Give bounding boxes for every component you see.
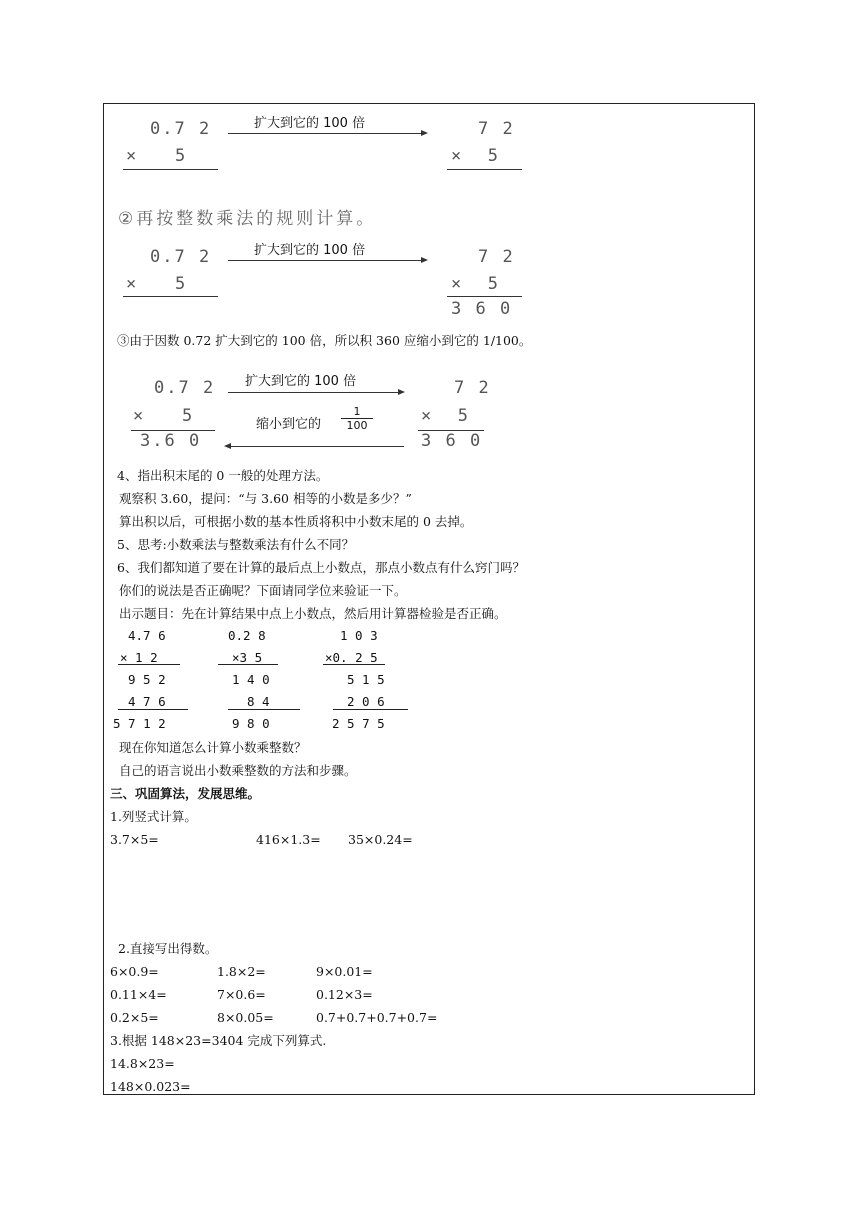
fig2-right-top: 7 2 <box>478 247 515 267</box>
q3-item: 148×0.023= <box>110 1079 191 1094</box>
fig3-left-top: 0.7 2 <box>154 378 216 398</box>
calc3-row: 1 0 3 <box>340 628 378 643</box>
q2-item: 0.7+0.7+0.7+0.7= <box>316 1010 438 1025</box>
fig1-right-line <box>447 169 522 170</box>
fig3-arrow-right-icon <box>228 392 403 393</box>
q2-item: 9×0.01= <box>316 964 373 979</box>
fig2-left-bottom: × 5 <box>126 274 188 294</box>
line-4: 4、指出积末尾的 0 一般的处理方法。 <box>117 468 329 483</box>
calc2-line <box>218 664 278 665</box>
q3-title: 3.根据 148×23=3404 完成下列算式. <box>110 1033 327 1048</box>
calc2-line <box>228 709 300 710</box>
calc3-row: ×0. 2 5 <box>325 650 378 665</box>
fig1-arrow-label: 扩大到它的 100 倍 <box>254 116 366 131</box>
calc1-line <box>118 709 188 710</box>
calc3-row: 2 5 7 5 <box>332 716 385 731</box>
line-6: 6、我们都知道了要在计算的最后点上小数点，那点小数点有什么窍门吗？ <box>117 560 525 575</box>
line-rule: 算出积以后，可根据小数的基本性质将积中小数末尾的 0 去掉。 <box>119 514 473 529</box>
line-5: 5、思考:小数乘法与整数乘法有什么不同？ <box>117 537 355 552</box>
calc1-line <box>118 664 180 665</box>
fig2-arrow-right-icon <box>228 260 426 261</box>
fig2-left-top: 0.7 2 <box>150 247 212 267</box>
fig3-left-bottom: × 5 <box>133 406 195 426</box>
calc2-row: 1 4 0 <box>232 672 270 687</box>
calc2-row: 9 8 0 <box>232 716 270 731</box>
step2-heading: ②再按整数乘法的规则计算。 <box>118 209 377 229</box>
fig3-right-top: 7 2 <box>454 378 491 398</box>
line-observe: 观察积 3.60，提问：“与 3.60 相等的小数是多少？” <box>119 491 412 506</box>
calc2-row: 0.2 8 <box>228 628 266 643</box>
fig3-frac-den: 100 <box>346 419 368 432</box>
fig1-right-bottom: × 5 <box>451 146 500 166</box>
calc3-row: 5 1 5 <box>347 672 385 687</box>
fig2-right-line <box>447 296 522 297</box>
fig3-right-result: 3 6 0 <box>421 431 483 451</box>
q2-item: 0.2×5= <box>110 1010 159 1025</box>
q2-item: 6×0.9= <box>110 964 159 979</box>
fig3-arrow-top-label: 扩大到它的 100 倍 <box>245 374 357 389</box>
line-task: 出示题目：先在计算结果中点上小数点，然后用计算器检验是否正确。 <box>119 606 507 621</box>
fig2-left-line <box>123 296 218 297</box>
fig3-right-bottom: × 5 <box>421 406 470 426</box>
fig3-left-result: 3.6 0 <box>140 431 202 451</box>
q3-item: 14.8×23= <box>110 1056 175 1071</box>
step3-text: ③由于因数 0.72 扩大到它的 100 倍，所以积 360 应缩小到它的 1/100。 <box>117 333 532 348</box>
calc1-row: 4.7 6 <box>128 628 166 643</box>
calc1-row: 5 7 1 2 <box>113 716 166 731</box>
fig2-arrow-label: 扩大到它的 100 倍 <box>254 243 366 258</box>
fig2-right-result: 3 6 0 <box>451 299 513 319</box>
fig1-right-top: 7 2 <box>478 119 515 139</box>
fig3-arrow-left-icon <box>226 446 404 447</box>
fig1-left-top: 0.7 2 <box>150 119 212 139</box>
q2-item: 1.8×2= <box>217 964 266 979</box>
q1-title: 1.列竖式计算。 <box>110 809 197 824</box>
fig3-frac-num: 1 <box>341 405 373 419</box>
q2-title: 2.直接写出得数。 <box>118 941 218 956</box>
calc1-row: 9 5 2 <box>128 672 166 687</box>
q2-item: 0.11×4= <box>110 987 167 1002</box>
fig3-fraction <box>341 405 373 432</box>
section3-title: 三、巩固算法，发展思维。 <box>110 786 261 801</box>
fig1-left-bottom: × 5 <box>126 146 188 166</box>
q1-item: 416×1.3= <box>256 832 321 847</box>
calc1-row: × 1 2 <box>120 650 158 665</box>
q2-item: 8×0.05= <box>217 1010 274 1025</box>
calc2-row: ×3 5 <box>232 650 263 665</box>
fig1-arrow-right-icon <box>228 133 426 134</box>
calc3-row: 2 0 6 <box>347 694 385 709</box>
calc2-row: 8 4 <box>247 694 270 709</box>
fig3-arrow-bottom-label: 缩小到它的 <box>256 417 322 432</box>
fig1-left-line <box>123 169 218 170</box>
calc1-row: 4 7 6 <box>128 694 166 709</box>
fig2-right-bottom: × 5 <box>451 274 500 294</box>
calc3-line <box>323 664 385 665</box>
line-know: 现在你知道怎么计算小数乘整数？ <box>119 740 307 755</box>
q2-item: 0.12×3= <box>316 987 373 1002</box>
line-verify: 你们的说法是否正确呢？下面请同学位来验证一下。 <box>119 583 407 598</box>
calc3-line <box>333 709 408 710</box>
line-method: 自己的语言说出小数乘整数的方法和步骤。 <box>119 763 357 778</box>
q1-item: 3.7×5= <box>110 832 159 847</box>
q1-item: 35×0.24= <box>348 832 413 847</box>
q2-item: 7×0.6= <box>217 987 266 1002</box>
